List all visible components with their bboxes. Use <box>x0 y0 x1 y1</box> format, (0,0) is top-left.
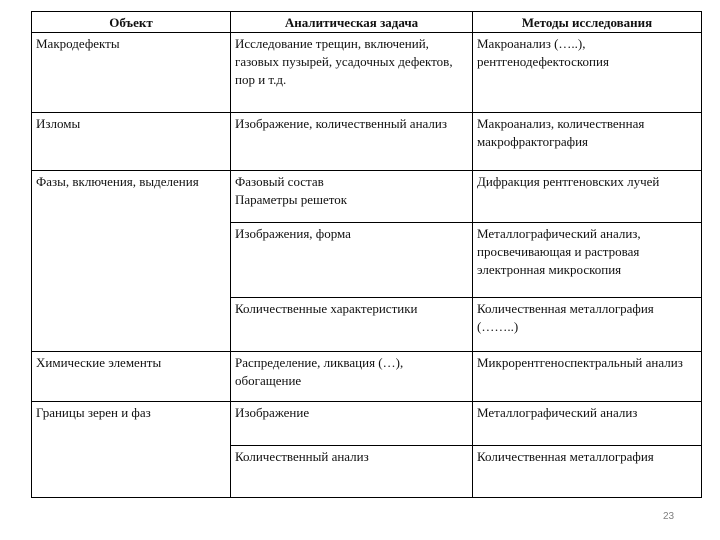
cell-task: Количественный анализ <box>231 446 473 498</box>
cell-task: Распределение, ликвация (…), обогащение <box>231 352 473 402</box>
table-row <box>32 352 702 402</box>
cell-task: Исследование трещин, включений, газовых пузырей, усадочных дефектов, пор и т.д. <box>231 33 473 113</box>
cell-method: Дифракция рентгеновских лучей <box>473 171 702 223</box>
cell-method: Макроанализ (…..), рентгенодефектоскопия <box>473 33 702 113</box>
header-task: Аналитическая задача <box>231 12 473 33</box>
cell-object: Химические элементы <box>32 352 231 402</box>
page-number: 23 <box>663 511 675 522</box>
methods-table <box>31 11 702 498</box>
cell-object: Границы зерен и фаз <box>32 402 231 498</box>
table-row <box>32 171 702 223</box>
cell-method: Металлографический анализ, просвечивающая и растровая электронная микроскопия <box>473 223 702 298</box>
cell-method: Макроанализ, количественная макрофрактография <box>473 113 702 171</box>
cell-method: Количественная металлография <box>473 446 702 498</box>
cell-method: Микрорентгеноспектральный анализ <box>473 352 702 402</box>
cell-task: Изображение <box>231 402 473 446</box>
cell-task: Фазовый состав Параметры решеток <box>231 171 473 223</box>
table-row <box>32 402 702 446</box>
cell-task: Изображения, форма <box>231 223 473 298</box>
cell-task: Количественные характеристики <box>231 298 473 352</box>
header-methods: Методы исследования <box>473 12 702 33</box>
cell-method: Количественная металлография (……..) <box>473 298 702 352</box>
header-row <box>32 12 702 33</box>
cell-object: Фазы, включения, выделения <box>32 171 231 352</box>
cell-task: Изображение, количественный анализ <box>231 113 473 171</box>
cell-object: Изломы <box>32 113 231 171</box>
cell-method: Металлографический анализ <box>473 402 702 446</box>
header-object: Объект <box>32 12 231 33</box>
table-row <box>32 113 702 171</box>
table-row <box>32 33 702 113</box>
cell-object: Макродефекты <box>32 33 231 113</box>
